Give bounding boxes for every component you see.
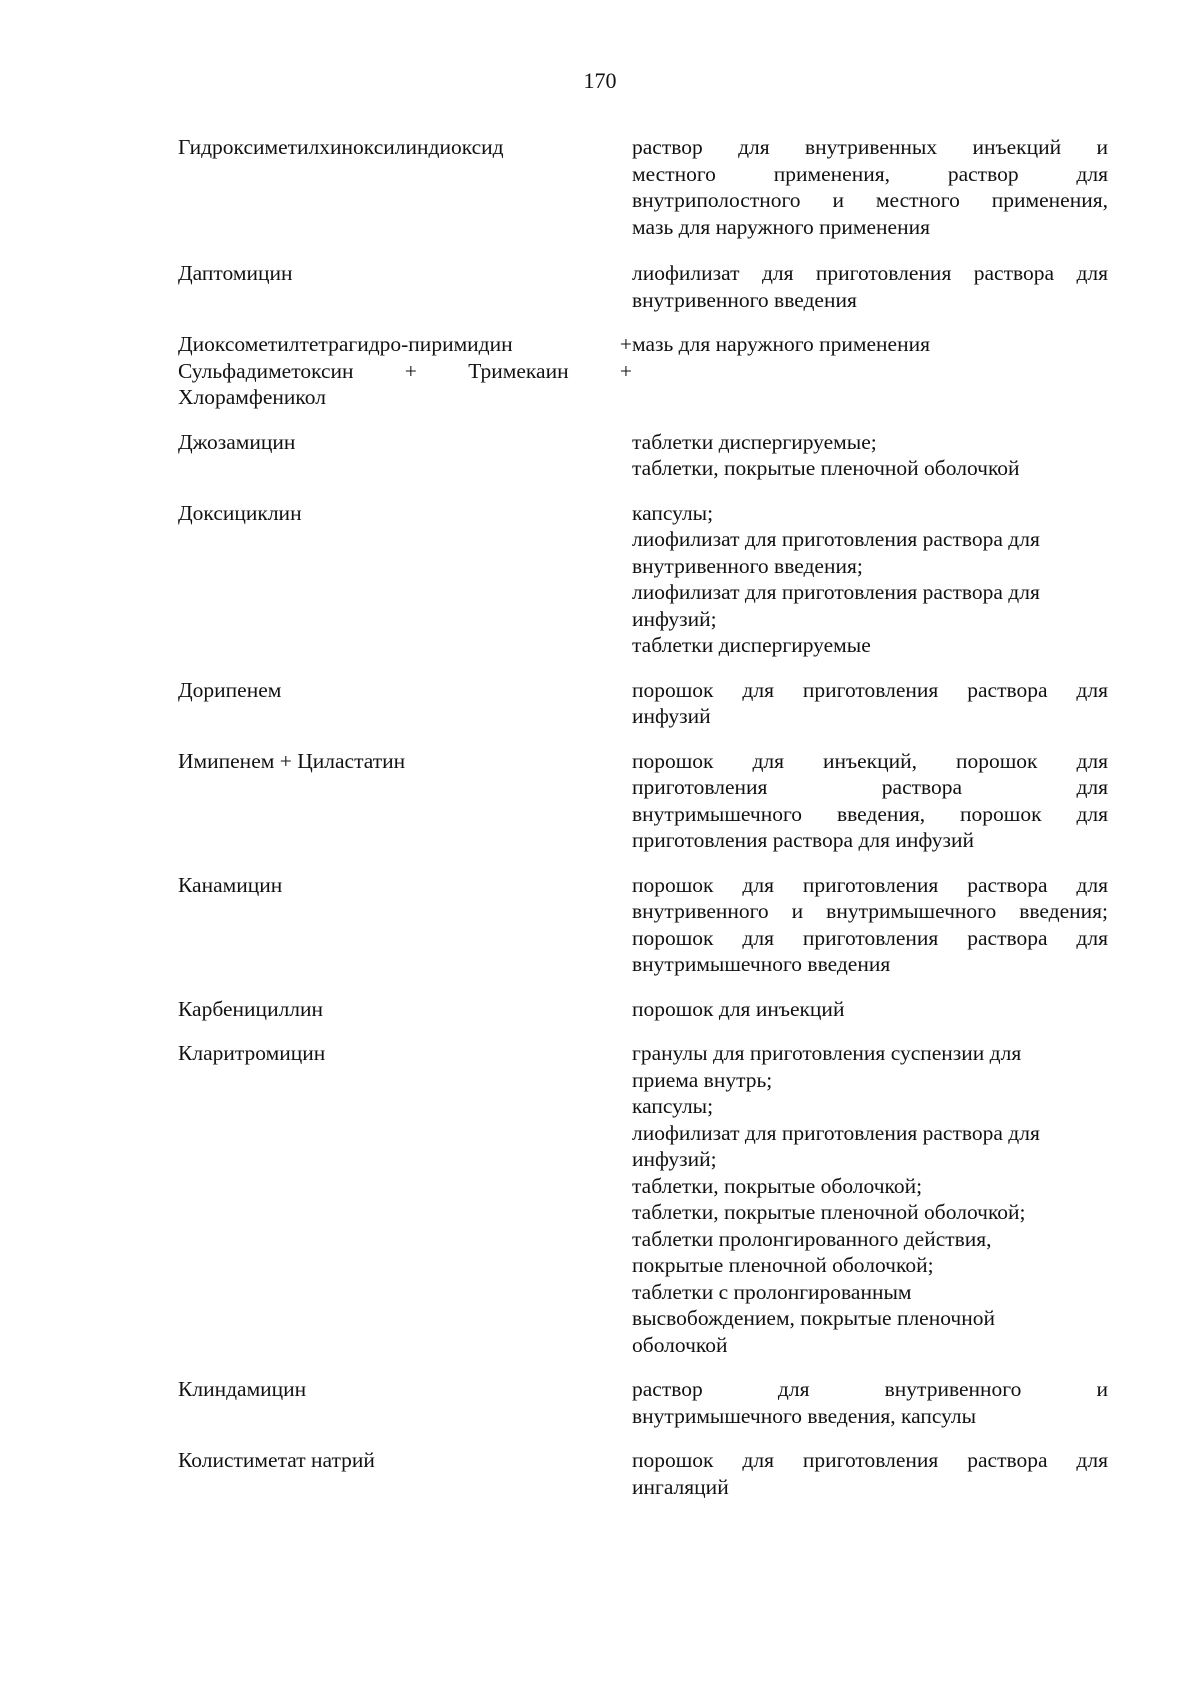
drug-name-line: Карбенициллин xyxy=(178,996,324,1021)
dosage-form-line: покрытые пленочной оболочкой; xyxy=(632,1253,934,1277)
dosage-form-line: оболочкой xyxy=(632,1332,728,1357)
table-row xyxy=(178,677,1134,730)
dosage-form-line: таблетки, покрытые оболочкой; xyxy=(632,1173,923,1198)
drug-name xyxy=(178,331,632,411)
table-row xyxy=(178,1447,1134,1500)
drug-name-line: Диоксометилтетрагидро-пиримидин + xyxy=(178,332,632,356)
table-row xyxy=(178,996,1134,1023)
drug-name-line: Даптомицин xyxy=(178,261,293,285)
table-row xyxy=(178,331,1134,411)
dosage-form-line: инфузий; xyxy=(632,606,717,631)
dosage-form-line: приготовления раствора для xyxy=(632,775,1108,799)
dosage-form-line: внутривенного введения; xyxy=(632,553,863,578)
dosage-form-line: таблетки диспергируемые; xyxy=(632,429,877,454)
dosage-form-line: внутримышечного введения xyxy=(632,952,891,976)
dosage-form-line: гранулы для приготовления суспензии для xyxy=(632,1041,1022,1065)
table-row xyxy=(178,1040,1134,1358)
dosage-form-line: порошок для приготовления раствора для xyxy=(632,1448,1108,1472)
dosage-form-line: таблетки с пролонгированным xyxy=(632,1279,912,1304)
drug-name-line: Доксициклин xyxy=(178,500,302,525)
drug-name xyxy=(178,872,632,899)
drug-name xyxy=(178,134,632,161)
dosage-forms xyxy=(632,1040,1108,1358)
drug-name xyxy=(178,260,632,287)
dosage-form-line: внутримышечного введения, порошок для xyxy=(632,801,1108,826)
drug-table xyxy=(178,134,1134,1500)
page-number: 170 xyxy=(583,68,617,93)
dosage-form-line: внутриполостного и местного применения, xyxy=(632,188,1108,212)
dosage-form-line: лиофилизат для приготовления раствора для xyxy=(632,580,1040,604)
dosage-form-line: порошок для инъекций, порошок для xyxy=(632,748,1108,773)
dosage-form-line: инфузий xyxy=(632,704,711,728)
drug-name xyxy=(178,748,632,775)
table-row xyxy=(178,134,1134,240)
dosage-forms xyxy=(632,748,1108,854)
dosage-form-line: ингаляций xyxy=(632,1474,729,1499)
dosage-form-line: порошок для приготовления раствора для xyxy=(632,872,1108,897)
table-row xyxy=(178,748,1134,854)
dosage-form-line: лиофилизат для приготовления раствора для xyxy=(632,527,1040,551)
dosage-forms xyxy=(632,134,1108,240)
dosage-form-line: внутривенного введения xyxy=(632,287,857,312)
dosage-forms xyxy=(632,331,1108,358)
table-row xyxy=(178,500,1134,659)
table-row xyxy=(178,260,1134,313)
dosage-form-line: приема внутрь; xyxy=(632,1067,773,1092)
dosage-form-line: высвобождением, покрытые пленочной xyxy=(632,1306,996,1330)
dosage-forms xyxy=(632,996,1108,1023)
dosage-forms xyxy=(632,429,1108,482)
dosage-forms xyxy=(632,677,1108,730)
dosage-form-line: капсулы; xyxy=(632,1094,714,1118)
dosage-form-line: внутримышечного введения, капсулы xyxy=(632,1403,977,1428)
dosage-form-line: мазь для наружного применения xyxy=(632,332,930,356)
table-row xyxy=(178,1376,1134,1429)
dosage-form-line: приготовления раствора для инфузий xyxy=(632,828,975,852)
drug-name-line: Дорипенем xyxy=(178,677,282,702)
dosage-form-line: таблетки диспергируемые xyxy=(632,633,871,657)
drug-name xyxy=(178,677,632,704)
drug-name xyxy=(178,1040,632,1067)
dosage-forms xyxy=(632,1447,1108,1500)
drug-name-line: Кларитромицин xyxy=(178,1041,326,1065)
drug-name-line: Колистиметат натрий xyxy=(178,1448,375,1472)
dosage-form-line: раствор для внутривенных инъекций и xyxy=(632,135,1108,159)
table-row xyxy=(178,872,1134,978)
dosage-form-line: местного применения, раствор для xyxy=(632,161,1108,186)
dosage-form-line: таблетки, покрытые пленочной оболочкой; xyxy=(632,1200,1026,1224)
drug-name-line: Клиндамицин xyxy=(178,1377,307,1401)
drug-name-line: Сульфадиметоксин + Тримекаин + xyxy=(178,358,632,383)
dosage-forms xyxy=(632,1376,1108,1429)
drug-name xyxy=(178,996,632,1023)
table-row xyxy=(178,429,1134,482)
drug-name-line: Имипенем + Циластатин xyxy=(178,748,406,773)
dosage-form-line: таблетки пролонгированного действия, xyxy=(632,1226,992,1251)
drug-name-line: Канамицин xyxy=(178,872,283,897)
dosage-form-line: лиофилизат для приготовления раствора для xyxy=(632,261,1108,285)
dosage-forms xyxy=(632,872,1108,978)
dosage-form-line: порошок для инъекций xyxy=(632,996,845,1021)
dosage-form-line: раствор для внутривенного и xyxy=(632,1377,1108,1401)
dosage-forms xyxy=(632,260,1108,313)
dosage-form-line: инфузий; xyxy=(632,1147,717,1171)
dosage-form-line: таблетки, покрытые пленочной оболочкой xyxy=(632,456,1020,480)
drug-name-line: Джозамицин xyxy=(178,429,296,454)
drug-name-line: Хлорамфеникол xyxy=(178,385,326,409)
drug-name xyxy=(178,429,632,456)
dosage-form-line: лиофилизат для приготовления раствора для xyxy=(632,1120,1040,1145)
drug-name xyxy=(178,1447,632,1474)
dosage-form-line: внутривенного и внутримышечного введения; xyxy=(632,899,1108,923)
dosage-form-line: порошок для приготовления раствора для xyxy=(632,925,1108,950)
drug-name xyxy=(178,1376,632,1403)
dosage-form-line: мазь для наружного применения xyxy=(632,214,930,239)
dosage-form-line: порошок для приготовления раствора для xyxy=(632,677,1108,702)
drug-name xyxy=(178,500,632,527)
drug-name-line: Гидроксиметилхиноксилиндиоксид xyxy=(178,135,504,159)
dosage-forms xyxy=(632,500,1108,659)
dosage-form-line: капсулы; xyxy=(632,500,714,525)
